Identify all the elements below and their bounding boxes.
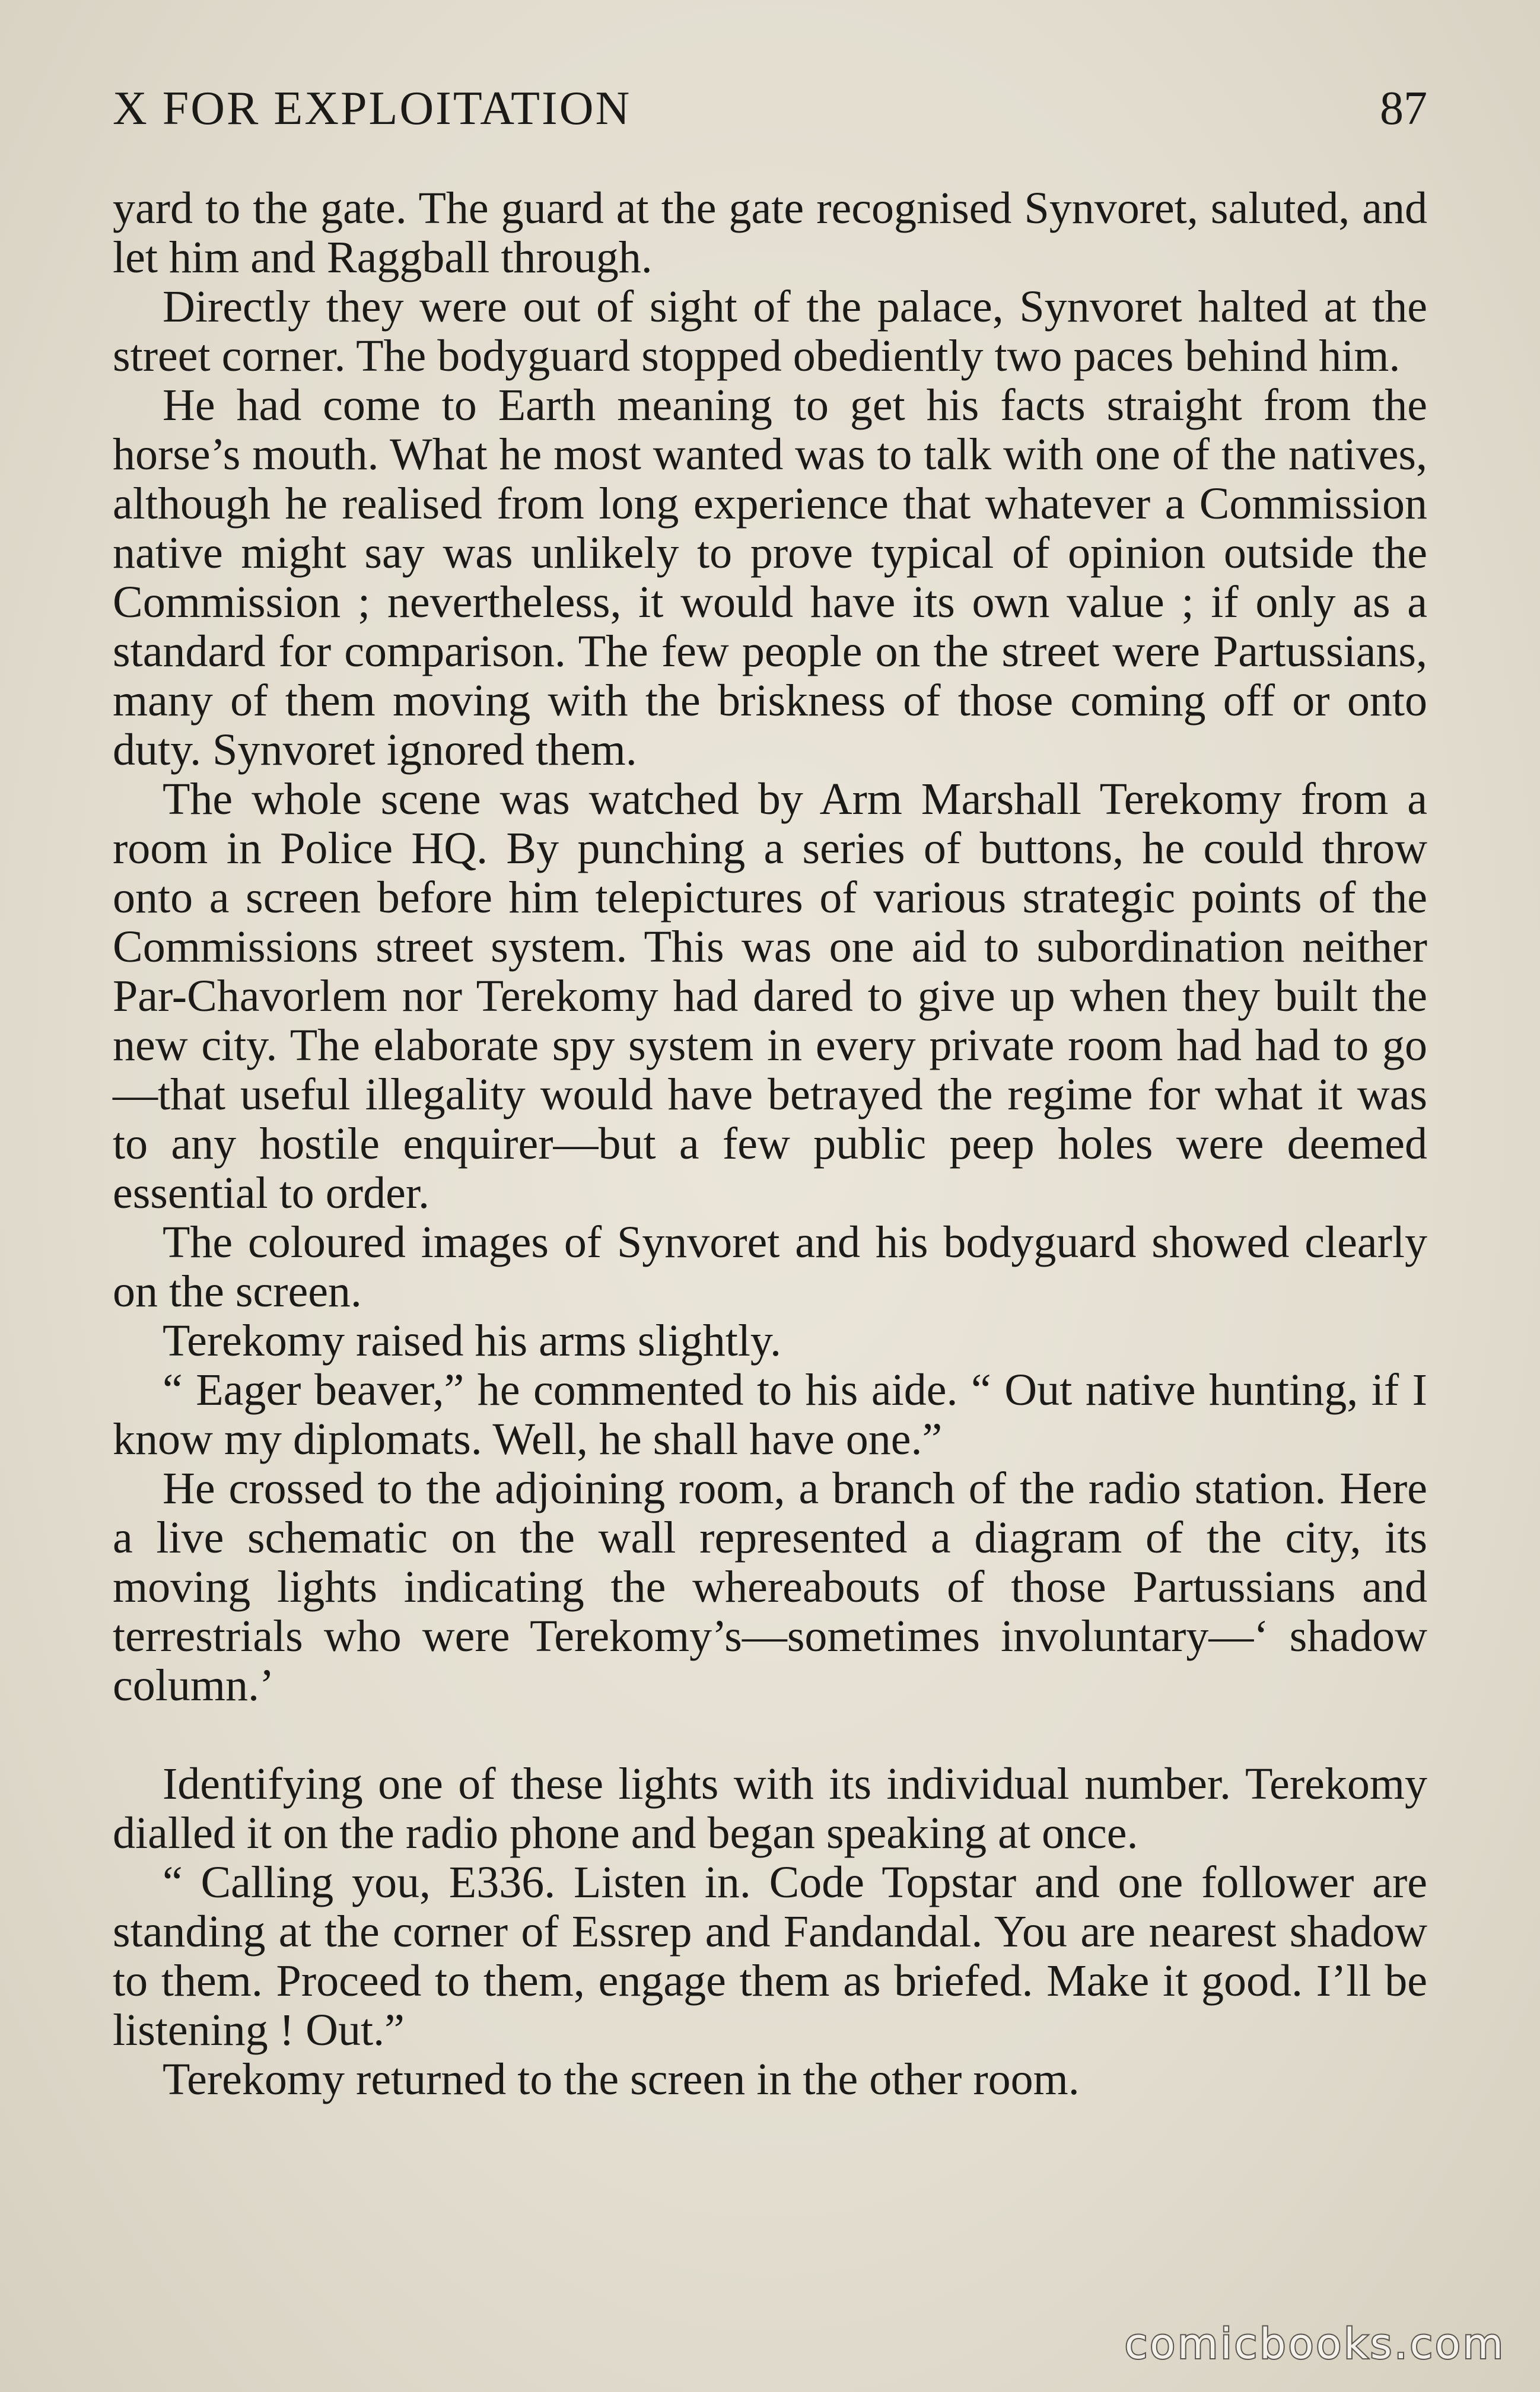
paragraph: The coloured images of Synvoret and his bodyguard showed clearly on the screen. <box>113 1217 1427 1316</box>
paragraph: Directly they were out of sight of the palace, Synvoret halted at the street corner. The bodyguard stopped obediently two paces behind him. <box>113 282 1427 381</box>
page-number: 87 <box>1380 82 1427 135</box>
paragraph: yard to the gate. The guard at the gate recognised Synvoret, saluted, and let him and Raggball through. <box>113 183 1427 282</box>
paragraph: “ Calling you, E336. Listen in. Code Topstar and one follower are standing at the corner of Essrep and Fandandal. You are nearest shadow to them. Proceed to them, engage them as briefed. Make it good. I’ll be listening ! Out.” <box>113 1857 1427 2055</box>
watermark: comicbooks.com <box>1124 2320 1506 2368</box>
paragraph: “ Eager beaver,” he commented to his aide. “ Out native hunting, if I know my diplomats. Well, he shall have one.” <box>113 1365 1427 1464</box>
paragraph: The whole scene was watched by Arm Marshall Terekomy from a room in Police HQ. By punching a series of buttons, he could throw onto a screen before him telepictures of various strategic points of the Commissions street system. This was one aid to subordination neither Par-Chavorlem nor Terekomy had dared to give up when they built the new city. The elaborate spy system in every private room had had to go—that useful illegality would have betrayed the regime for what it was to any hostile enquirer—but a few public peep holes were deemed essential to order. <box>113 774 1427 1218</box>
body-text <box>113 184 1427 2104</box>
paragraph: Terekomy raised his arms slightly. <box>163 1316 781 1366</box>
paragraph: He had come to Earth meaning to get his facts straight from the horse’s mouth. What he most wanted was to talk with one of the natives, although he realised from long experience that whatever a Commission native might say was unlikely to prove typical of opinion outside the Commission ; nevertheless, it would have its own value ; if only as a standard for comparison. The few people on the street were Partussians, many of them moving with the briskness of those coming off or onto duty. Synvoret ignored them. <box>113 380 1427 775</box>
running-head <box>113 82 1427 147</box>
chapter-title: X FOR EXPLOITATION <box>113 82 632 135</box>
paragraph: Terekomy returned to the screen in the other room. <box>163 2054 1080 2104</box>
paragraph: Identifying one of these lights with its individual number. Terekomy dialled it on the radio phone and began speaking at once. <box>113 1759 1427 1858</box>
paragraph: He crossed to the adjoining room, a branch of the radio station. Here a live schematic on the wall represented a diagram of the city, its moving lights indicating the whereabouts of those Partussians and terrestrials who were Terekomy’s—sometimes involuntary—‘ shadow column.’ <box>113 1464 1427 1710</box>
